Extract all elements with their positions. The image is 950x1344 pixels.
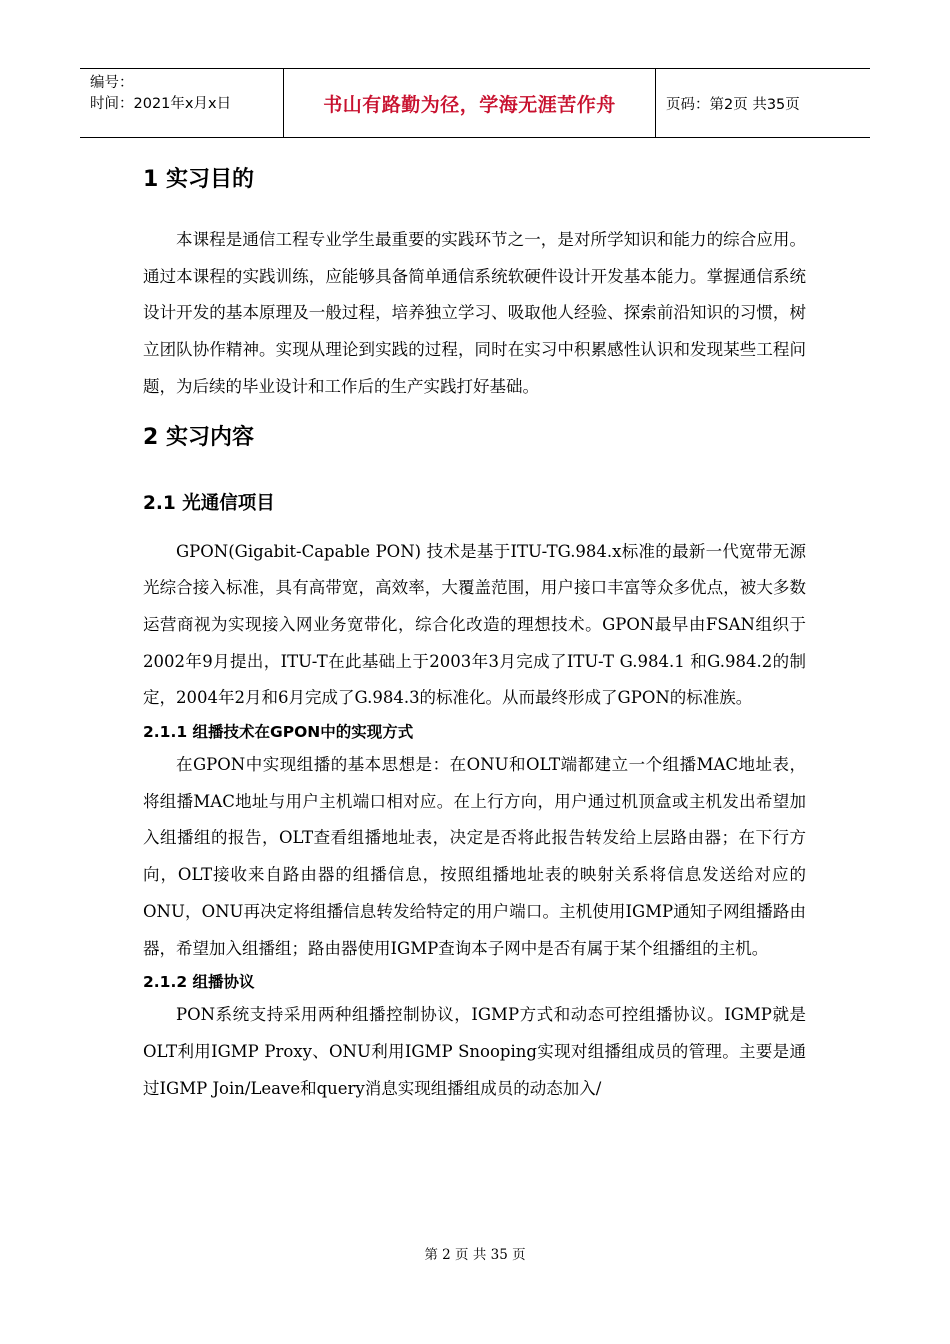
header-motto: 书山有路勤为径，学海无涯苦作舟 bbox=[323, 93, 616, 116]
section-2-title: 2 实习内容 bbox=[143, 424, 254, 450]
section-1-title: 1 实习目的 bbox=[143, 167, 254, 192]
document-number: 编号： bbox=[90, 75, 134, 91]
document-date: 时间：2021年x月x日 bbox=[90, 96, 232, 112]
section-2-1-paragraph: GPON(Gigabit-Capable PON) 技术是基于ITU-TG.984.x标准的最新一代宽带无源光综合接入标准，具有高带宽，高效率，大覆盖范围，用户接口丰富等众多优点，被大多数运营商视为实现接入网业务宽带化，综合化改造的理想技术。GPON最早由FSAN组织于2002年9月提出，ITU-T在此基础上于2003年3月完成了ITU-T G.984.1 和G.984.2的制定，2004年2月和6月完成了G.984.3的标准化。从而最终形成了GPON的标准族。 bbox=[143, 541, 806, 708]
header-page-info: 页码：第2页 共35页 bbox=[666, 96, 800, 113]
page-header bbox=[80, 68, 870, 138]
section-2-1-2-title: 2.1.2 组播协议 bbox=[143, 973, 255, 992]
section-2-1-1-paragraph: 在GPON中实现组播的基本思想是：在ONU和OLT端都建立一个组播MAC地址表，将组播MAC地址与用户主机端口相对应。在上行方向，用户通过机顶盒或主机发出希望加入组播组的报告，OLT查看组播地址表，决定是否将此报告转发给上层路由器；在下行方向，OLT接收来自路由器的组播信息，按照组播地址表的映射关系将信息发送给对应的ONU，ONU再决定将组播信息转发给特定的用户端口。主机使用IGMP通知子网组播路由器，希望加入组播组；路由器使用IGMP查询本子网中是否有属于某个组播组的主机。 bbox=[143, 755, 806, 958]
section-2-1-2-paragraph: PON系统支持采用两种组播控制协议，IGMP方式和动态可控组播协议。IGMP就是OLT利用IGMP Proxy、ONU利用IGMP Snooping实现对组播组成员的管理。主要是通过IGMP Join/Leave和query消息实现组播组成员的动态加入/ bbox=[143, 1005, 806, 1098]
header-motto-cell bbox=[284, 69, 656, 137]
header-meta bbox=[80, 69, 284, 137]
page-footer: 第 2 页 共 35 页 bbox=[424, 1247, 526, 1263]
section-1-paragraph: 本课程是通信工程专业学生最重要的实践环节之一，是对所学知识和能力的综合应用。通过本课程的实践训练，应能够具备简单通信系统软硬件设计开发基本能力。掌握通信系统设计开发的基本原理及一般过程，培养独立学习、吸取他人经验、探索前沿知识的习惯，树立团队协作精神。实现从理论到实践的过程，同时在实习中积累感性认识和发现某些工程问题，为后续的毕业设计和工作后的生产实践打好基础。 bbox=[143, 230, 806, 396]
section-2-1-1-title: 2.1.1 组播技术在GPON中的实现方式 bbox=[143, 723, 414, 742]
document-body bbox=[143, 160, 806, 1107]
section-2-1-title: 2.1 光通信项目 bbox=[143, 492, 275, 514]
